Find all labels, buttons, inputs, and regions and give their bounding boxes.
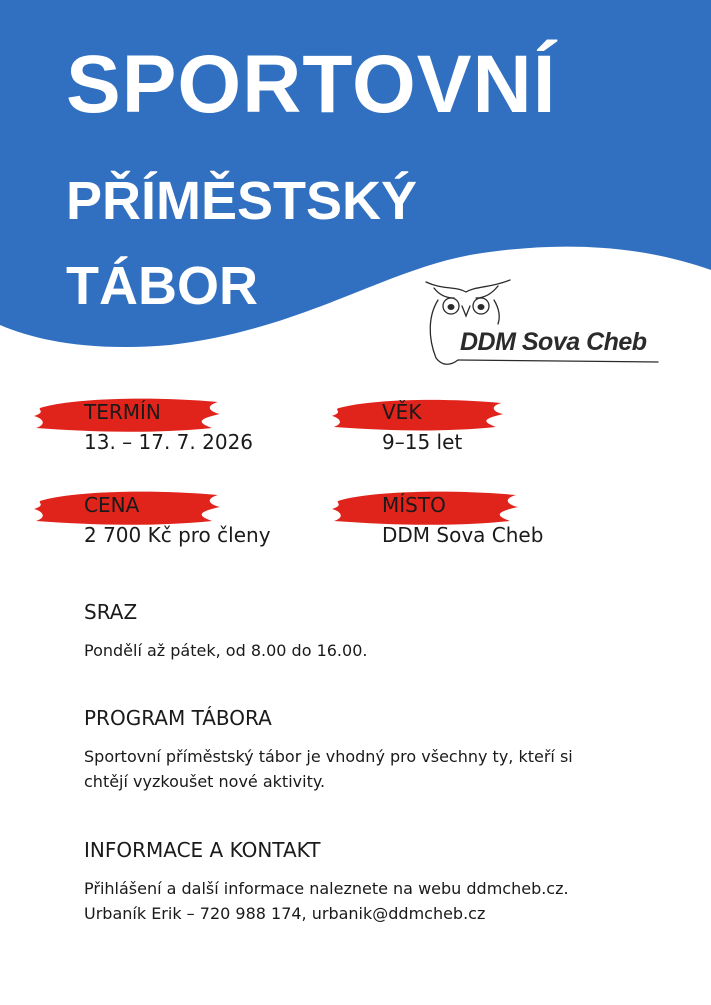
info-termin — [84, 400, 253, 454]
misto-value: DDM Sova Cheb — [382, 523, 544, 547]
termin-value: 13. – 17. 7. 2026 — [84, 430, 254, 454]
program-text-line-2: chtějí vyzkoušet nové aktivity. — [84, 772, 326, 791]
misto-label: MÍSTO — [382, 493, 446, 517]
cena-value: 2 700 Kč pro členy — [84, 523, 271, 547]
program-text-line-1: Sportovní příměstský tábor je vhodný pro všechny ty, kteří si — [84, 747, 573, 766]
cena-label: CENA — [84, 493, 140, 517]
sraz-heading: SRAZ — [84, 600, 138, 624]
title-line-3: TÁBOR — [66, 256, 258, 316]
info-misto — [382, 493, 543, 547]
info-vek — [382, 400, 462, 454]
title-line-1: SPORTOVNÍ — [66, 39, 557, 130]
program-heading: PROGRAM TÁBORA — [84, 706, 272, 730]
vek-value: 9–15 let — [382, 430, 463, 454]
info-cena — [84, 493, 271, 547]
sraz-text: Pondělí až pátek, od 8.00 do 16.00. — [84, 641, 368, 660]
logo-text: DDM Sova Cheb — [460, 328, 647, 356]
contact-text-line-1: Přihlášení a další informace naleznete na webu ddmcheb.cz. — [84, 879, 569, 898]
termin-label: TERMÍN — [84, 400, 161, 424]
vek-label: VĚK — [382, 400, 422, 424]
contact-text-line-2: Urbaník Erik – 720 988 174, urbanik@ddmcheb.cz — [84, 904, 486, 923]
title-line-2: PŘÍMĚSTSKÝ — [66, 171, 418, 231]
contact-heading: INFORMACE A KONTAKT — [84, 838, 321, 862]
